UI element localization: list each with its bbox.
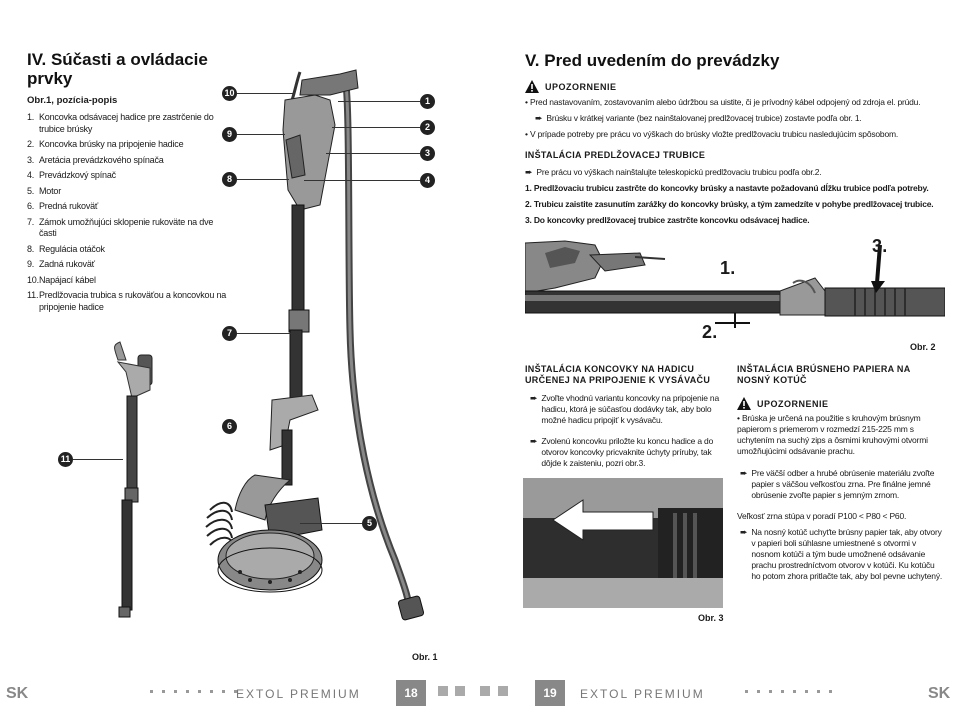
brand-logo: EXTOL PREMIUM: [236, 687, 361, 701]
callout-7: 7: [222, 326, 237, 341]
warning-icon: [525, 80, 539, 93]
warning-heading: UPOZORNENIE: [525, 80, 617, 93]
extension-step-3: 3. Do koncovky predlžovacej trubice zastrčte koncovku odsávacej hadice.: [525, 215, 810, 225]
arrow-right-icon: ➨: [530, 436, 538, 446]
paper-warning-heading: UPOZORNENIE: [737, 397, 829, 410]
leader-line: [300, 523, 362, 524]
list-item: 7. Zámok umožňujúci sklopenie rukoväte na dve časti: [27, 216, 214, 238]
footer-dots: [745, 690, 832, 696]
callout-2: 2: [420, 120, 435, 135]
language-code: SK: [928, 685, 951, 702]
warning-icon: [737, 397, 751, 410]
arrow-right-icon: ➨: [530, 393, 538, 403]
list-item: 9. Zadná rukoväť: [27, 259, 95, 269]
paper-arrow-item: ➨ Pre väčší odber a hrubé obrúsenie materiálu zvoľte papier s väčšou veľkosťou zrna. Pre finálne jemné obrúsenie zvoľte papier s jemným zrnom.: [740, 468, 935, 500]
callout-11: 11: [58, 452, 73, 467]
extension-step-1: 1. Predlžovaciu trubicu zastrčte do koncovky brúsky a nastavte požadovanú dĺžku trubice podľa potreby.: [525, 183, 929, 193]
fig2-label-3: 3.: [872, 236, 888, 256]
fig2-label-2: 2.: [702, 322, 718, 342]
language-code: SK: [6, 685, 29, 702]
warning-bullet: • Pred nastavovaním, zostavovaním alebo údržbou sa uistite, či je prívodný kábel odpojený od zdroja el. prúdu.: [525, 97, 921, 107]
callout-4: 4: [420, 173, 435, 188]
page-number: 19: [535, 680, 565, 706]
leader-line: [304, 180, 420, 181]
list-item: 8. Regulácia otáčok: [27, 243, 105, 254]
fig2-label-1: 1.: [720, 258, 736, 278]
section-title: V. Pred uvedením do prevádzky: [525, 51, 780, 70]
sander-illustration: [0, 60, 480, 660]
leader-line: [237, 134, 285, 135]
list-item: 5. Motor: [27, 185, 62, 196]
figure-3-photo: [523, 478, 723, 608]
leader-line: [338, 101, 420, 102]
page-number: 18: [396, 680, 426, 706]
arrow-right-icon: ➨: [740, 527, 748, 537]
hose-arrow-item: ➨ Zvolenú koncovku priložte ku koncu hadice a do otvorov koncovky pricvaknite úchyty príruby, tak dôjde k zaisteniu, pozri obr.3.: [530, 436, 714, 468]
footer-dots: [150, 690, 237, 696]
extension-tube-drawing: [115, 342, 153, 617]
warning-bullet: • V prípade potreby pre prácu vo výškach do brúsky vložte predlžovaciu trubicu nasledujúcim spôsobom.: [525, 129, 899, 139]
extension-heading: INŠTALÁCIA PREDLŽOVACEJ TRUBICE: [525, 150, 706, 160]
extension-step-2: 2. Trubicu zaistite zasunutím zarážky do koncovky brúsky, a tým zamedzíte v pohybe predlžovacej trubice.: [525, 199, 934, 209]
hose-heading: INŠTALÁCIA KONCOVKY NA HADICU URČENEJ NA PRIPOJENIE K VYSÁVAČU: [525, 364, 711, 385]
figure-caption: Obr. 1: [412, 652, 438, 662]
figure-caption: Obr. 2: [910, 342, 936, 352]
arrow-right-icon: ➨: [740, 468, 748, 478]
list-item: 3. Aretácia prevádzkového spínača: [27, 154, 164, 165]
callout-3: 3: [420, 146, 435, 161]
footer-square: [438, 686, 448, 696]
callout-9: 9: [222, 127, 237, 142]
list-item: 1. Koncovka odsávacej hadice pre zastrčenie do trubice brúsky: [27, 112, 214, 134]
paper-heading: INŠTALÁCIA BRÚSNEHO PAPIERA NA NOSNÝ KOTÚČ: [737, 364, 911, 385]
list-item: 10. Napájací kábel: [27, 274, 96, 285]
paper-grit: Veľkosť zrna stúpa v poradí P100 < P80 < P60.: [737, 511, 907, 521]
brand-logo: EXTOL PREMIUM: [580, 687, 705, 701]
arrow-right-icon: ➨: [525, 167, 533, 177]
hose-arrow-item: ➨ Zvoľte vhodnú variantu koncovky na pripojenie na hadicu, ktorá je súčasťou dodávky tak, aby bolo možné hadicu pripojiť k vysávaču.: [530, 393, 719, 425]
list-item: 6. Predná rukoväť: [27, 201, 99, 211]
list-item: 11. Predlžovacia trubica s rukoväťou a koncovkou na pripojenie hadice: [27, 290, 227, 312]
callout-10: 10: [222, 86, 237, 101]
leader-line: [237, 179, 289, 180]
figure-caption: Obr. 3: [698, 613, 724, 623]
list-item: 2. Koncovka brúsky na pripojenie hadice: [27, 139, 184, 149]
callout-1: 1: [420, 94, 435, 109]
warning-arrow-item: ➨ Brúsku v krátkej variante (bez nainštalovanej predlžovacej trubice) zostavte podľa obr. 1.: [535, 113, 862, 123]
paper-bullet: • Brúska je určená na použitie s kruhovým brúsnym papierom s priemerom v rozmedzí 215-225 mm s uchytením na suchý zips a ôsmimi kruhovými otvormi umožňujúcimi odsávanie prachu.: [737, 413, 928, 456]
leader-line: [332, 127, 420, 128]
callout-8: 8: [222, 172, 237, 187]
footer-square: [455, 686, 465, 696]
leader-line: [237, 333, 292, 334]
arrow-right-icon: ➨: [535, 113, 543, 123]
right-page: [480, 0, 960, 714]
leader-line: [326, 153, 420, 154]
callout-6: 6: [222, 419, 237, 434]
leader-line: [237, 93, 293, 94]
callout-5: 5: [362, 516, 377, 531]
extension-intro: ➨ Pre prácu vo výškach nainštalujte teleskopickú predlžovaciu trubicu podľa obr.2.: [525, 167, 822, 177]
paper-arrow-item: ➨ Na nosný kotúč uchyťte brúsny papier tak, aby otvory v papieri boli súhlasne umiestnené s otvormi v nosnom kotúči a tým bude umožnené odsávanie prachu prostredníctvom otvorov v kotúči. Ku kotúču ho potom zhora pritlačte tak, aby bol pevne uchytený.: [740, 527, 943, 581]
leader-line: [73, 459, 123, 460]
footer-square: [480, 686, 490, 696]
section-title: IV. Súčasti a ovládacie prvky: [27, 50, 208, 88]
list-item: 4. Prevádzkový spínač: [27, 170, 116, 180]
footer-square: [498, 686, 508, 696]
parts-caption: Obr.1, pozícia-popis: [27, 95, 118, 106]
